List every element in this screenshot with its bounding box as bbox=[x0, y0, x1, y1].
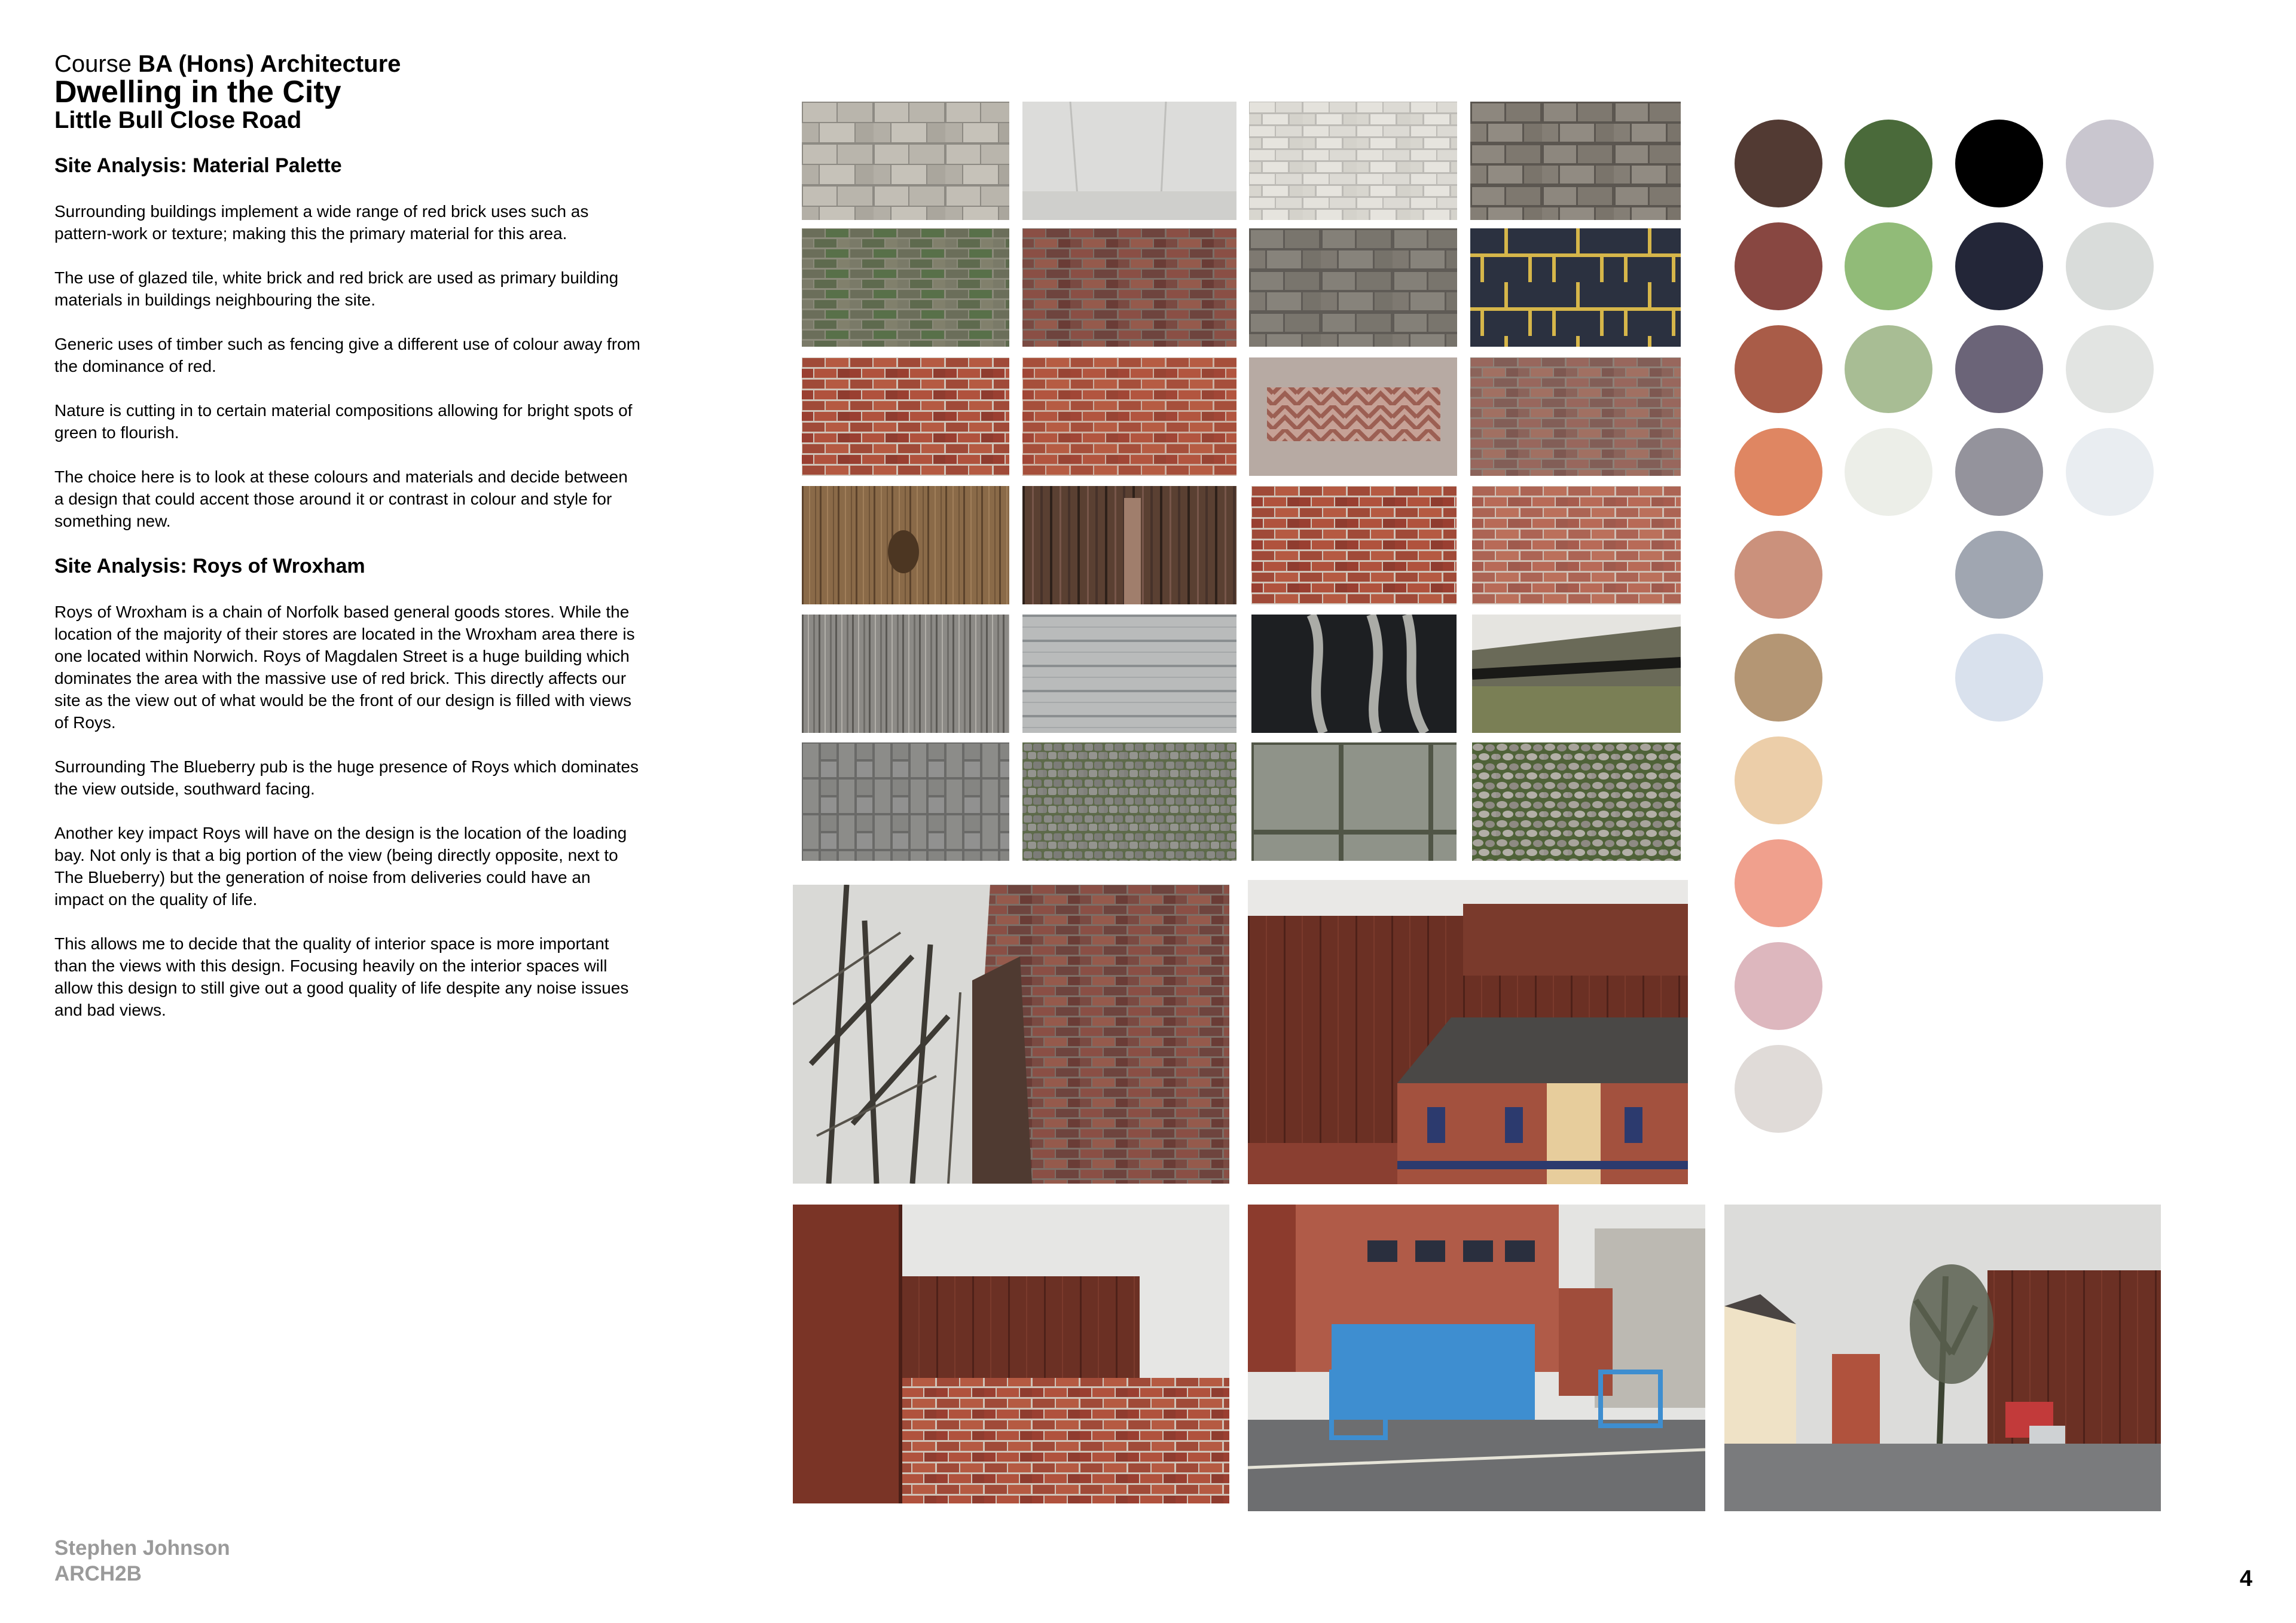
photo-street-view bbox=[1724, 1205, 2161, 1511]
colour-swatch bbox=[1735, 120, 1822, 207]
module-code: ARCH2B bbox=[54, 1562, 142, 1585]
photo-roys-brick-walls bbox=[793, 1205, 1229, 1503]
white-brick-photo bbox=[1249, 102, 1457, 220]
text-panel bbox=[54, 51, 640, 1043]
material-paragraph: Surrounding buildings implement a wide range of red brick uses such as pattern-work or texture; making this the primary material for this area. bbox=[54, 202, 589, 243]
red-brick-photo bbox=[802, 357, 1009, 476]
material-palette-heading: Site Analysis: Material Palette bbox=[54, 154, 342, 177]
colour-swatch bbox=[2066, 325, 2154, 413]
colour-swatch bbox=[2066, 120, 2154, 207]
cobblestone-photo bbox=[1022, 742, 1236, 861]
colour-swatch bbox=[1955, 428, 2043, 516]
black-tile-photo bbox=[1470, 228, 1681, 347]
glazed-tile-photo bbox=[802, 102, 1009, 220]
colour-swatch bbox=[1735, 222, 1822, 310]
colour-swatch bbox=[1845, 120, 1932, 207]
timber-fence-photo bbox=[1022, 486, 1236, 604]
red-brick-facade-photo bbox=[1472, 486, 1681, 604]
colour-swatch bbox=[2066, 222, 2154, 310]
red-brick-close-photo bbox=[1022, 357, 1236, 476]
colour-swatch bbox=[1955, 222, 2043, 310]
photo-loading-bay bbox=[1248, 1205, 1705, 1511]
page-number: 4 bbox=[2239, 1566, 2252, 1591]
colour-swatch bbox=[1955, 531, 2043, 619]
photo-trees-brick-wall bbox=[793, 885, 1229, 1184]
grey-paving-photo bbox=[802, 742, 1009, 861]
colour-swatch bbox=[1735, 428, 1822, 516]
grey-timber-photo bbox=[802, 615, 1009, 733]
roys-paragraph: This allows me to decide that the quality of interior space is more important than the views with this design. Focusing heavily on the interior spaces will allow this design to still give out a good quality of life despite any noise issues and bad views. bbox=[54, 934, 629, 1019]
project-title: Dwelling in the City bbox=[54, 75, 341, 109]
clean-red-brick-photo bbox=[1251, 486, 1457, 604]
material-paragraph: The use of glazed tile, white brick and red brick are used as primary building materials in buildings neighbouring the site. bbox=[54, 268, 619, 309]
colour-swatch bbox=[1955, 120, 2043, 207]
roys-paragraph: Roys of Wroxham is a chain of Norfolk based general goods stores. While the location of the majority of their stores are located in the Wroxham area there is one located within Norwich. Roys of Magdalen Street is a huge building which dominates the area with the massive use of red brick. This directly affects our site as the view out of what would be the front of our design is filled with views of Roys. bbox=[54, 603, 635, 732]
angled-brick-photo bbox=[1022, 228, 1236, 347]
course-prefix: Course bbox=[54, 51, 132, 77]
knotted-timber-photo bbox=[802, 486, 1009, 604]
colour-swatch bbox=[1955, 325, 2043, 413]
material-paragraph: The choice here is to look at these colours and materials and decide between a design that could accent those around it or contrast in colour and style for something new. bbox=[54, 467, 628, 530]
colour-swatch bbox=[1735, 325, 1822, 413]
photo-roys-blueberry-pub bbox=[1248, 880, 1688, 1184]
course-name: BA (Hons) Architecture bbox=[138, 51, 401, 77]
colour-swatch bbox=[1845, 325, 1932, 413]
cracked-timber-photo bbox=[1472, 615, 1681, 733]
river-cobble-photo bbox=[1472, 742, 1681, 861]
material-paragraph: Generic uses of timber such as fencing give a different use of colour away from the dominance of red. bbox=[54, 335, 640, 375]
roys-heading: Site Analysis: Roys of Wroxham bbox=[54, 555, 365, 577]
mossy-brick-photo bbox=[802, 228, 1009, 347]
timber-cladding-photo bbox=[1022, 615, 1236, 733]
concrete-slab-photo bbox=[1251, 742, 1457, 861]
textured-stone-photo bbox=[1470, 102, 1681, 220]
colour-swatch bbox=[2066, 428, 2154, 516]
colour-swatch bbox=[1735, 531, 1822, 619]
colour-swatch bbox=[1735, 839, 1822, 927]
white-wall-photo bbox=[1022, 102, 1236, 220]
dark-bark-photo bbox=[1251, 615, 1457, 733]
colour-swatch bbox=[1735, 736, 1822, 824]
colour-swatch bbox=[1735, 634, 1822, 722]
site-title: Little Bull Close Road bbox=[54, 107, 302, 133]
rusticated-stone-photo bbox=[1249, 228, 1457, 347]
colour-swatch bbox=[1735, 942, 1822, 1030]
roys-paragraph: Another key impact Roys will have on the design is the location of the loading bay. Not only is that a big portion of the view (being directly opposite, next to The Blueberry) but the generation of noise from deliveries could have an impact on the quality of life. bbox=[54, 824, 627, 909]
colour-swatch bbox=[1735, 1045, 1822, 1133]
colour-swatch bbox=[1845, 222, 1932, 310]
roys-paragraph: Surrounding The Blueberry pub is the huge presence of Roys which dominates the view outside, southward facing. bbox=[54, 757, 639, 798]
course-line bbox=[54, 51, 640, 77]
material-paragraph: Nature is cutting in to certain material compositions allowing for bright spots of green to flourish. bbox=[54, 401, 633, 442]
colour-swatch bbox=[1845, 428, 1932, 516]
weathered-brick-photo bbox=[1470, 357, 1681, 476]
author-name: Stephen Johnson bbox=[54, 1536, 230, 1560]
footer-author bbox=[54, 1535, 230, 1587]
colour-swatch bbox=[1955, 634, 2043, 722]
herringbone-brick-photo bbox=[1249, 357, 1457, 476]
